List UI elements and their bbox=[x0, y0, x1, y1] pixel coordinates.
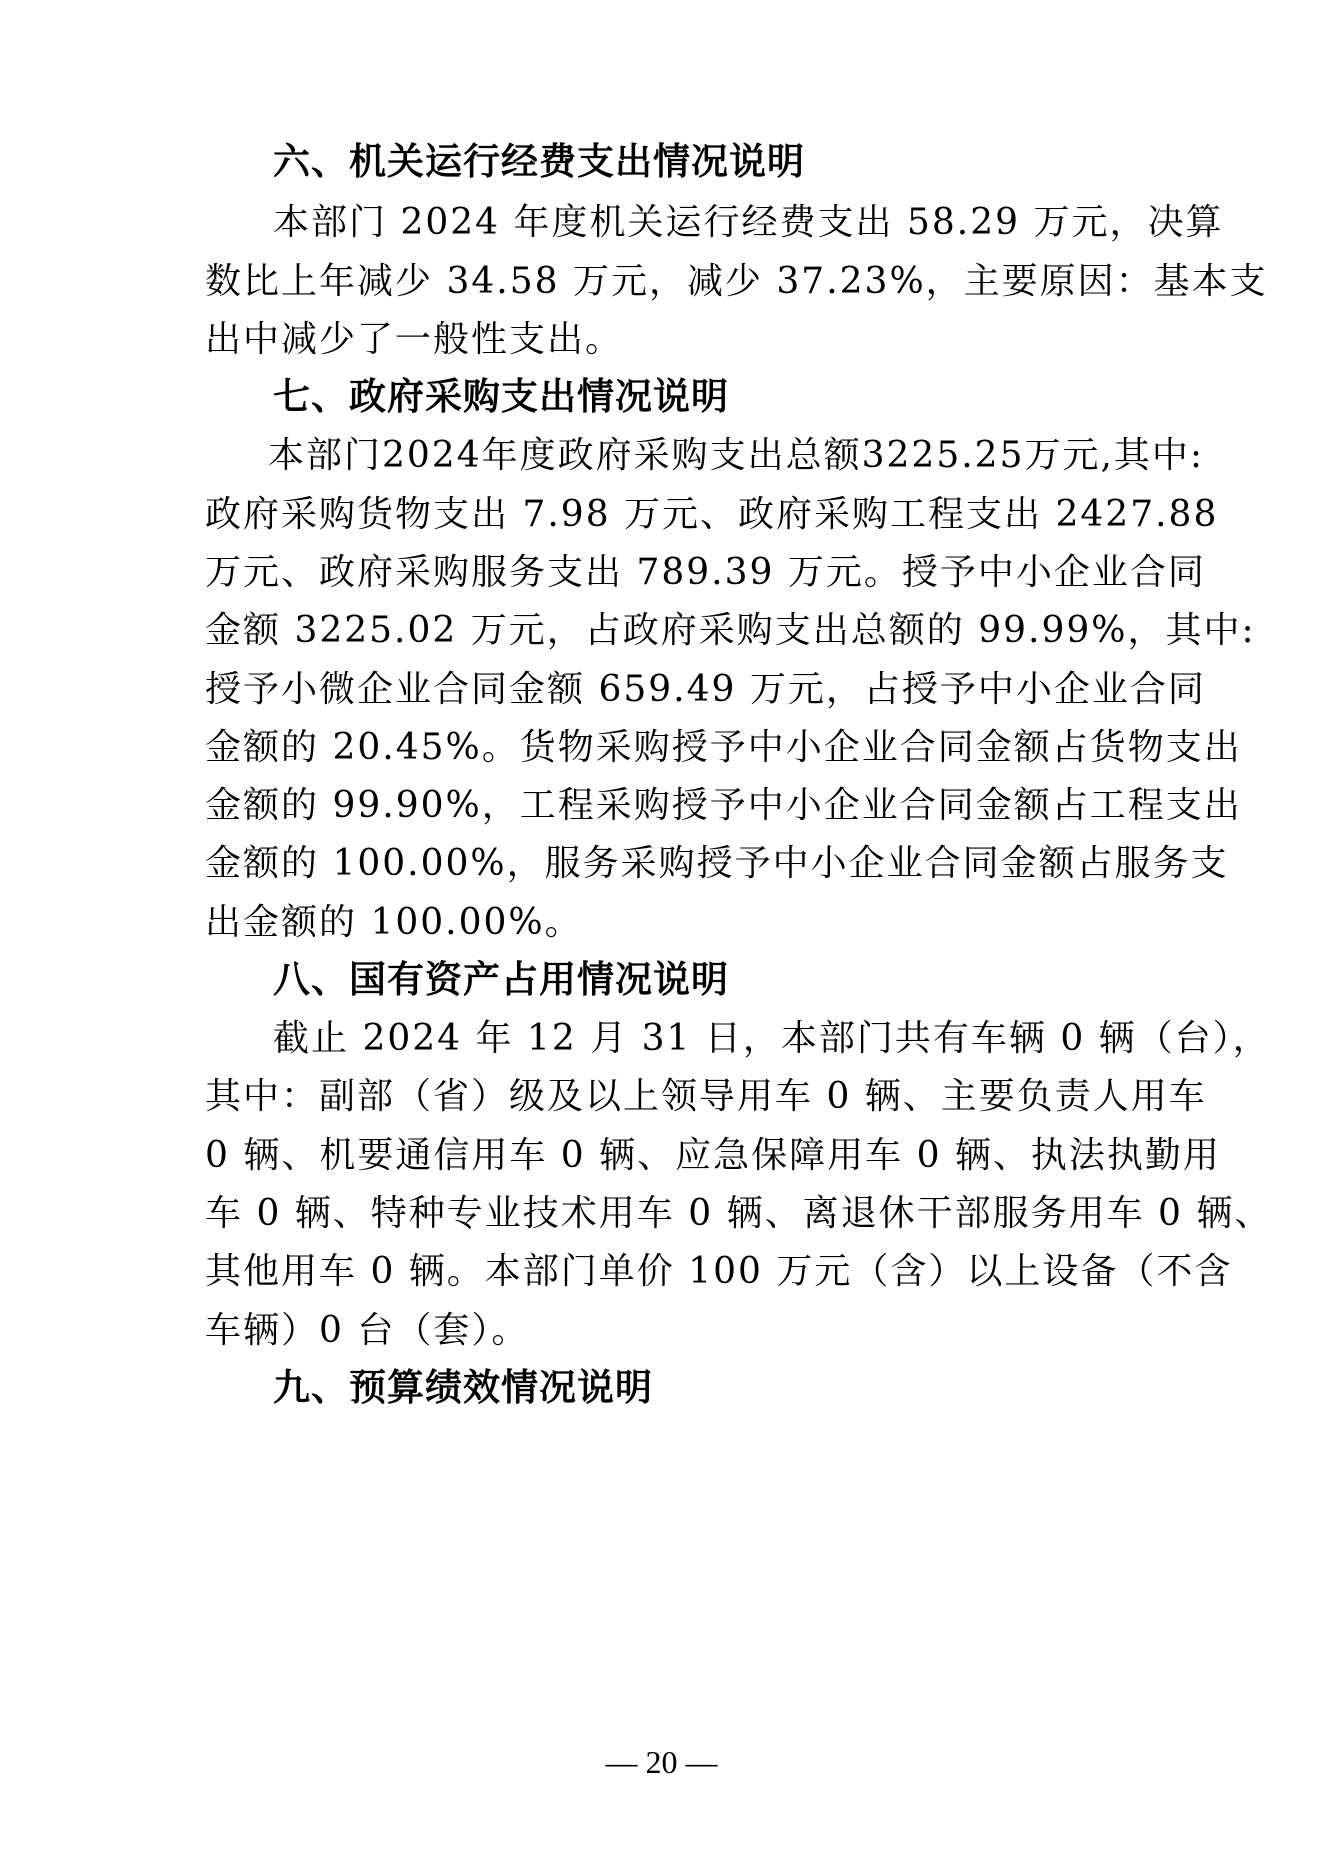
paragraph-line: 出中减少了一般性支出。 bbox=[205, 319, 624, 360]
paragraph-line: 车 0 辆、特种专业技术用车 0 辆、离退休干部服务用车 0 辆、 bbox=[205, 1193, 1273, 1234]
paragraph-line: 万元、政府采购服务支出 789.39 万元。授予中小企业合同 bbox=[205, 552, 1206, 593]
paragraph-line: 0 辆、机要通信用车 0 辆、应急保障用车 0 辆、执法执勤用 bbox=[205, 1135, 1221, 1176]
paragraph-line: 金额的 99.90%，工程采购授予中小企业合同金额占工程支出 bbox=[205, 785, 1242, 826]
section-heading-9: 九、预算绩效情况说明 bbox=[273, 1366, 653, 1409]
paragraph-line: 金额的 100.00%，服务采购授予中小企业合同金额占服务支 bbox=[205, 843, 1229, 884]
section-heading-8: 八、国有资产占用情况说明 bbox=[273, 958, 729, 1001]
paragraph-line: 本部门2024年度政府采购支出总额3225.25万元,其中: bbox=[268, 435, 1205, 476]
section-heading-7: 七、政府采购支出情况说明 bbox=[273, 375, 729, 418]
paragraph-line: 其中：副部（省）级及以上领导用车 0 辆、主要负责人用车 bbox=[205, 1076, 1207, 1117]
section-heading-6: 六、机关运行经费支出情况说明 bbox=[273, 140, 805, 183]
paragraph-line: 截止 2024 年 12 月 31 日，本部门共有车辆 0 辆（台）， bbox=[273, 1018, 1271, 1059]
paragraph-line: 出金额的 100.00%。 bbox=[205, 902, 583, 943]
paragraph-line: 政府采购货物支出 7.98 万元、政府采购工程支出 2427.88 bbox=[205, 494, 1219, 535]
paragraph-line: 其他用车 0 辆。本部门单价 100 万元（含）以上设备（不含 bbox=[205, 1251, 1233, 1292]
paragraph-line: 金额 3225.02 万元，占政府采购支出总额的 99.99%，其中: bbox=[205, 610, 1256, 651]
paragraph-line: 车辆）0 台（套）。 bbox=[205, 1310, 530, 1351]
paragraph-line: 本部门 2024 年度机关运行经费支出 58.29 万元，决算 bbox=[273, 202, 1224, 243]
paragraph-line: 数比上年减少 34.58 万元，减少 37.23%，主要原因：基本支 bbox=[205, 261, 1268, 302]
paragraph-line: 金额的 20.45%。货物采购授予中小企业合同金额占货物支出 bbox=[205, 727, 1242, 768]
page-number: — 20 — bbox=[605, 1744, 718, 1780]
paragraph-line: 授予小微企业合同金额 659.49 万元，占授予中小企业合同 bbox=[205, 669, 1206, 710]
